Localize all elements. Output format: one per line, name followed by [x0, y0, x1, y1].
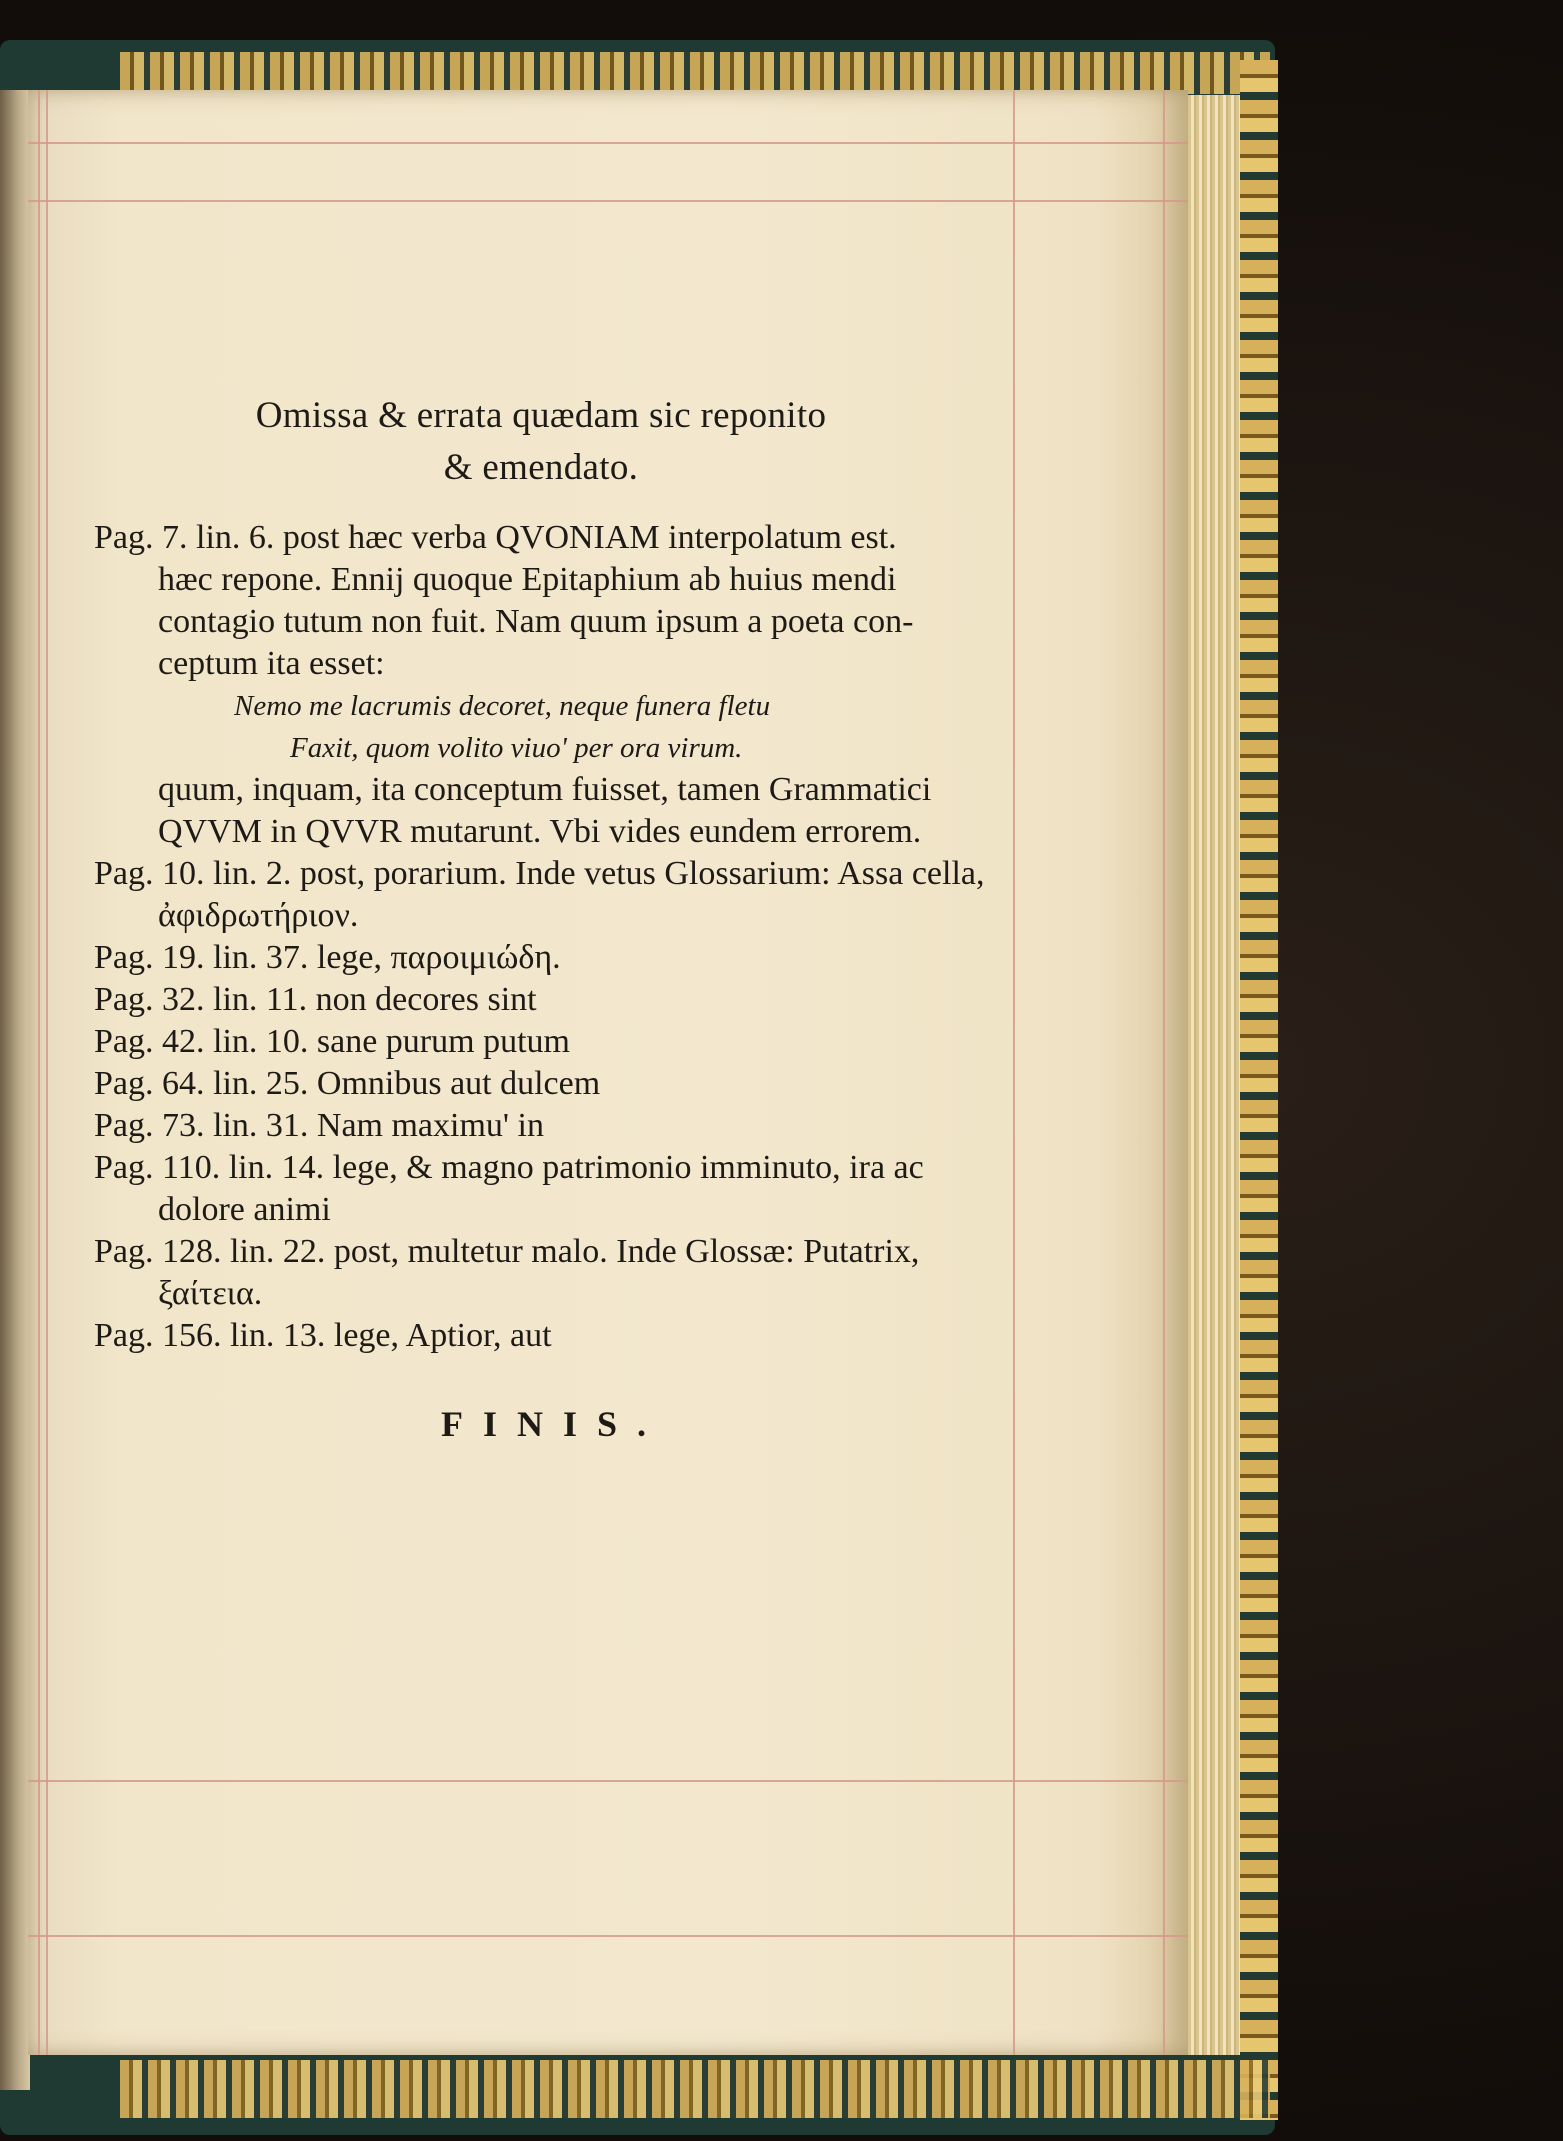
errata-line: Pag. 110. lin. 14. lege, & magno patrimonio imminuto, ira ac: [94, 1149, 924, 1186]
errata-list: [94, 517, 985, 1357]
errata-line: Pag. 19. lin. 37. lege, παροιμιώδη.: [94, 939, 561, 976]
rule-line-left: [38, 90, 40, 2055]
rule-line-bottom-outer: [28, 1935, 1188, 1937]
errata-line: Pag. 10. lin. 2. post, porarium. Inde vetus Glossarium: Assa cella,: [94, 855, 985, 892]
errata-line-greek: ἀφιδρωτήριον.: [158, 897, 359, 934]
errata-line: dolore animi: [158, 1191, 331, 1228]
errata-heading: [246, 390, 836, 494]
rule-line-bottom: [28, 1780, 1188, 1782]
errata-line: Pag. 156. lin. 13. lege, Aptior, aut: [94, 1317, 552, 1354]
page-edges: [1180, 95, 1240, 2055]
errata-line: Pag. 128. lin. 22. post, multetur malo. Inde Glossæ: Putatrix,: [94, 1233, 920, 1270]
errata-line: quum, inquam, ita conceptum fuisset, tamen Grammatici: [158, 771, 932, 808]
errata-line: Pag. 42. lin. 10. sane purum putum: [94, 1023, 570, 1060]
heading-line-1: Omissa & errata quædam sic reponito: [255, 395, 827, 436]
gilt-border-bottom: [120, 2060, 1270, 2118]
gilt-border-right: [1240, 60, 1278, 2120]
errata-line: Pag. 7. lin. 6. post hæc verba QVONIAM interpolatum est.: [94, 519, 897, 556]
book-page: [28, 90, 1188, 2055]
gutter-edge: [0, 90, 30, 2090]
errata-line: Pag. 64. lin. 25. Omnibus aut dulcem: [94, 1065, 601, 1102]
verse-line: Nemo me lacrumis decoret, neque funera fletu: [234, 690, 771, 722]
errata-line: Pag. 73. lin. 31. Nam maximu' in: [94, 1107, 544, 1144]
errata-line: hæc repone. Ennij quoque Epitaphium ab huius mendi: [158, 561, 897, 598]
rule-line-right: [1013, 90, 1015, 2055]
verse-line: Faxit, quom volito viuo' per ora virum.: [290, 732, 743, 764]
heading-line-2: & emendato.: [443, 447, 639, 488]
errata-line: Pag. 32. lin. 11. non decores sint: [94, 981, 537, 1018]
gilt-border-top: [120, 52, 1270, 94]
errata-line: ceptum ita esset:: [158, 645, 385, 682]
rule-line-far-right: [1163, 90, 1165, 2055]
errata-line-greek: ξαίτεια.: [158, 1275, 263, 1312]
errata-line: QVVM in QVVR mutarunt. Vbi vides eundem errorem.: [158, 813, 922, 850]
rule-line-top-inner: [28, 200, 1188, 202]
errata-line: contagio tutum non fuit. Nam quum ipsum a poeta con-: [158, 603, 914, 640]
rule-line-top: [28, 142, 1188, 144]
finis-colophon: FINIS.: [441, 1404, 667, 1444]
rule-line-inner-left: [46, 90, 48, 2055]
